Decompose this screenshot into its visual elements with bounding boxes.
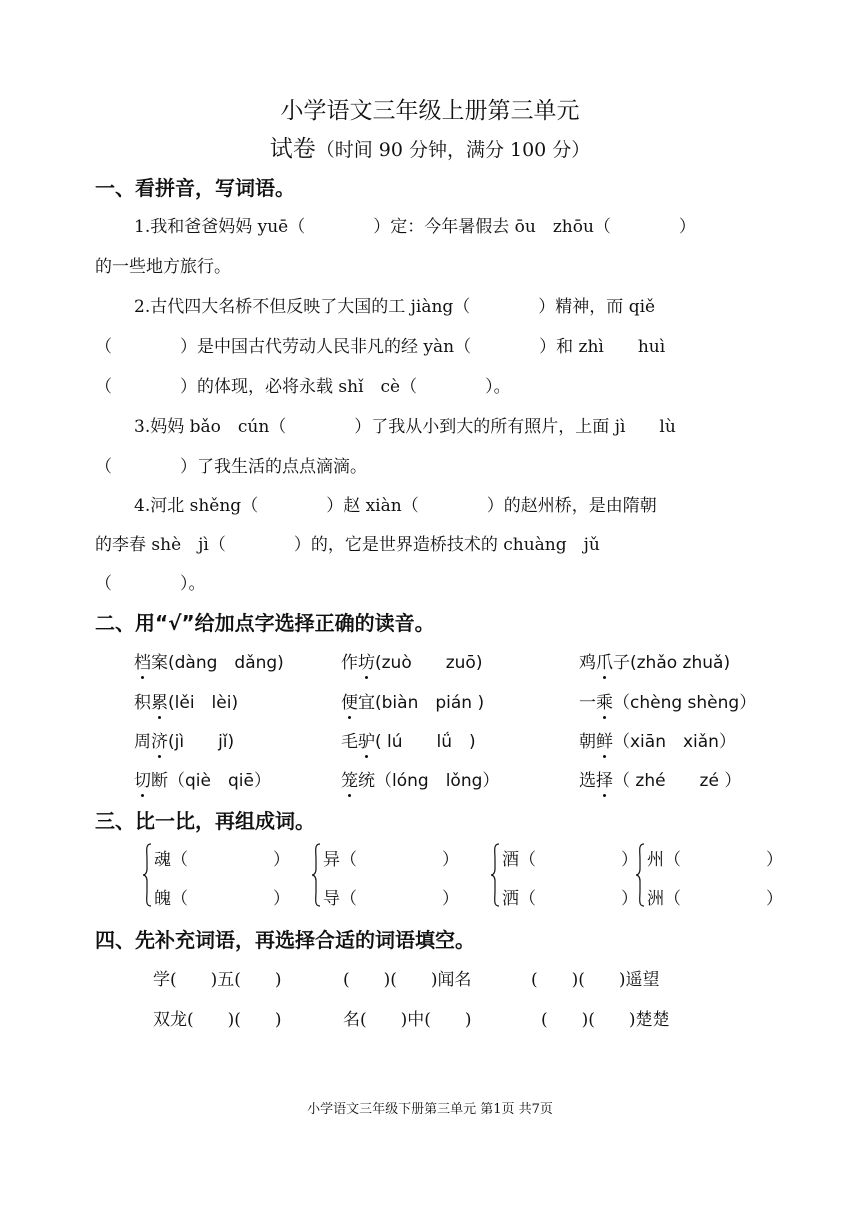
dotted-character: 切 bbox=[134, 766, 151, 791]
compare-word: 洲（ ） bbox=[647, 889, 783, 909]
page-subtitle bbox=[0, 130, 860, 163]
idiom-blank: 学( )五( ) bbox=[153, 970, 282, 990]
pronunciation-item bbox=[341, 688, 484, 713]
page-title: 小学语文三年级上册第三单元 bbox=[280, 98, 580, 124]
idiom-blank: ( )( )遥望 bbox=[531, 970, 660, 990]
pinyin-options: (zhǎo zhuǎ) bbox=[630, 653, 731, 673]
dotted-character: 乘 bbox=[596, 688, 613, 713]
q1-line: 3.妈妈 bǎo cún（ ）了我从小到大的所有照片，上面 jì lù bbox=[134, 417, 676, 437]
pronunciation-item bbox=[341, 727, 476, 752]
pinyin-options: (biàn pián ) bbox=[375, 693, 485, 713]
word-character: 作 bbox=[341, 653, 358, 673]
idiom-blank: 双龙( )( ) bbox=[153, 1010, 282, 1030]
compare-word: 魂（ ） bbox=[154, 850, 290, 870]
compare-word: 异（ ） bbox=[323, 850, 459, 870]
q1-line: 的一些地方旅行。 bbox=[95, 257, 231, 277]
brace-icon bbox=[142, 843, 152, 907]
pronunciation-item bbox=[134, 766, 271, 791]
word-character: 案 bbox=[151, 653, 168, 673]
q1-line: 4.河北 shěng（ ）赵 xiàn（ ）的赵州桥，是由隋朝 bbox=[134, 496, 657, 516]
word-character: 宜 bbox=[358, 693, 375, 713]
title-sub: （时间 90 分钟，满分 100 分） bbox=[315, 139, 591, 161]
dotted-character: 鲜 bbox=[596, 727, 613, 752]
pinyin-options: (dàng dǎng) bbox=[168, 653, 284, 673]
pronunciation-item bbox=[579, 648, 730, 673]
q1-line: 2.古代四大名桥不但反映了大国的工 jiàng（ ）精神，而 qiě bbox=[134, 297, 656, 317]
brace-icon bbox=[490, 843, 500, 907]
pinyin-options: （lóng lǒng） bbox=[375, 771, 500, 791]
pronunciation-item bbox=[341, 648, 482, 673]
word-character: 周 bbox=[134, 732, 151, 752]
pinyin-options: (lěi lèi) bbox=[168, 693, 239, 713]
pronunciation-item bbox=[341, 766, 499, 791]
word-character: 积 bbox=[134, 693, 151, 713]
idiom-blank: ( )( )楚楚 bbox=[541, 1010, 670, 1030]
compare-word: 州（ ） bbox=[647, 850, 783, 870]
dotted-character: 笼 bbox=[341, 766, 358, 791]
brace-icon bbox=[311, 843, 321, 907]
pronunciation-item bbox=[134, 727, 234, 752]
word-character: 断 bbox=[151, 771, 168, 791]
compare-word: 洒（ ） bbox=[502, 889, 638, 909]
pinyin-options: （chèng shèng） bbox=[613, 693, 757, 713]
q1-line: （ ）的体现，必将永载 shǐ cè（ ）。 bbox=[95, 377, 511, 397]
dotted-character: 档 bbox=[134, 648, 151, 673]
pronunciation-item bbox=[134, 688, 238, 713]
pinyin-options: （ zhé zé ） bbox=[613, 771, 742, 791]
section-heading-3: 三、比一比，再组成词。 bbox=[95, 809, 315, 833]
word-character: 子 bbox=[613, 653, 630, 673]
idiom-blank: 名( )中( ) bbox=[343, 1010, 472, 1030]
q1-line: （ ）是中国古代劳动人民非凡的经 yàn（ ）和 zhì huì bbox=[95, 337, 666, 357]
word-character: 毛 bbox=[341, 732, 358, 752]
idiom-blank: ( )( )闻名 bbox=[343, 970, 472, 990]
dotted-character: 累 bbox=[151, 688, 168, 713]
page-footer: 小学语文三年级下册第三单元 第1页 共7页 bbox=[307, 1102, 553, 1117]
q1-line: （ ）了我生活的点点滴滴。 bbox=[95, 457, 367, 477]
dotted-character: 坊 bbox=[358, 648, 375, 673]
compare-word: 导（ ） bbox=[323, 889, 459, 909]
q1-line: 的李春 shè jì（ ）的，它是世界造桥技术的 chuàng jǔ bbox=[95, 535, 600, 555]
pinyin-options: (jì jǐ) bbox=[168, 732, 235, 752]
dotted-character: 择 bbox=[596, 766, 613, 791]
pronunciation-item bbox=[579, 766, 741, 791]
section-heading-4: 四、先补充词语，再选择合适的词语填空。 bbox=[95, 928, 475, 952]
compare-word: 魄（ ） bbox=[154, 889, 290, 909]
pinyin-options: （xiān xiǎn） bbox=[613, 732, 736, 752]
word-character: 鸡 bbox=[579, 653, 596, 673]
dotted-character: 济 bbox=[151, 727, 168, 752]
compare-word: 酒（ ） bbox=[502, 850, 638, 870]
dotted-character: 爪 bbox=[596, 648, 613, 673]
pronunciation-item bbox=[579, 727, 736, 752]
pronunciation-item bbox=[134, 648, 284, 673]
q1-line: （ ）。 bbox=[95, 574, 206, 594]
pronunciation-item bbox=[579, 688, 756, 713]
dotted-character: 驴 bbox=[358, 727, 375, 752]
section-heading-1: 一、看拼音，写词语。 bbox=[95, 176, 295, 200]
title-main: 试卷 bbox=[269, 136, 316, 162]
pinyin-options: (zuò zuō) bbox=[375, 653, 483, 673]
word-character: 一 bbox=[579, 693, 596, 713]
brace-icon bbox=[635, 843, 645, 907]
section-heading-2: 二、用“√”给加点字选择正确的读音。 bbox=[95, 611, 435, 635]
word-character: 朝 bbox=[579, 732, 596, 752]
dotted-character: 便 bbox=[341, 688, 358, 713]
q1-line: 1.我和爸爸妈妈 yuē（ ）定：今年暑假去 ōu zhōu（ ） bbox=[134, 217, 696, 237]
pinyin-options: ( lú lǘ ) bbox=[375, 732, 476, 752]
word-character: 选 bbox=[579, 771, 596, 791]
pinyin-options: （qiè qiē） bbox=[168, 771, 271, 791]
word-character: 统 bbox=[358, 771, 375, 791]
